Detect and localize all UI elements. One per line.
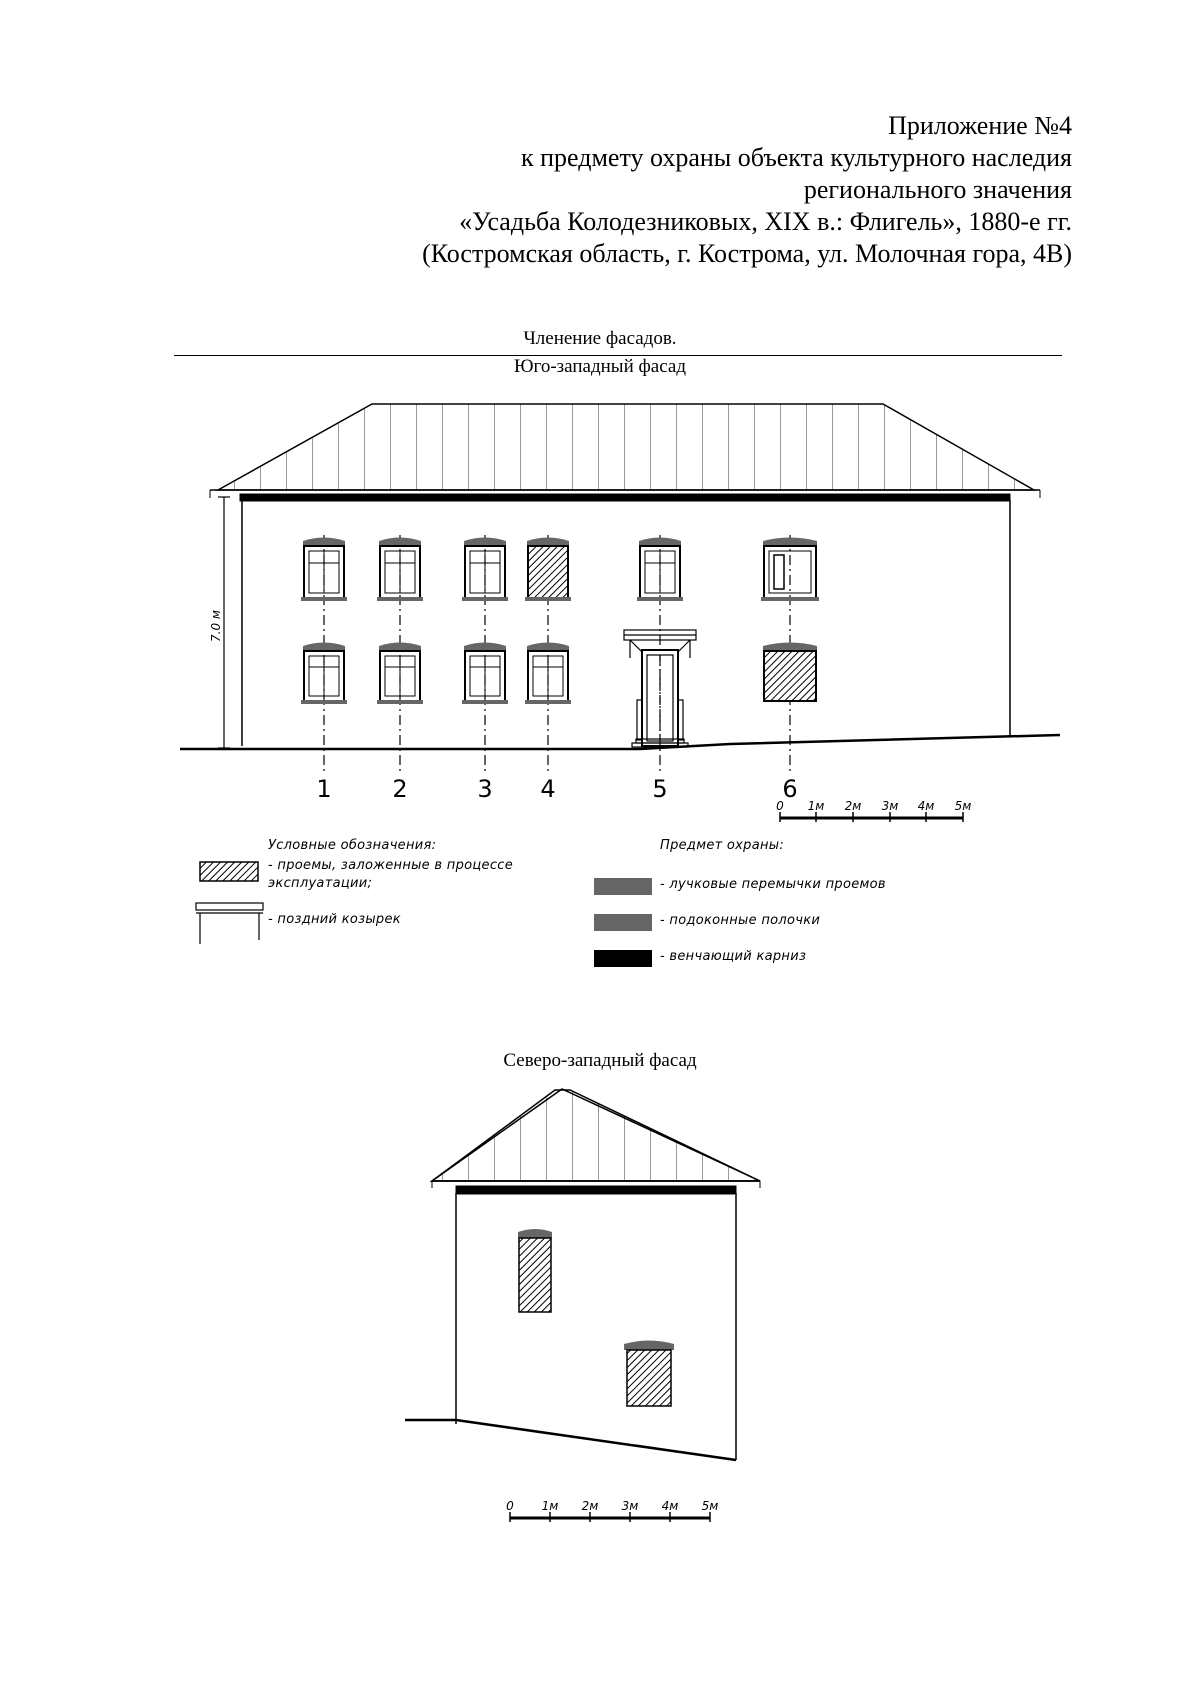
section-title: Членение фасадов.	[523, 328, 677, 349]
window	[637, 538, 683, 602]
window-bricked-up	[624, 1341, 674, 1407]
legend-bricked-up-label: - проемы, заложенные в процессе	[268, 858, 514, 873]
legend-cornice-label: - венчающий карниз	[660, 949, 807, 964]
legend-lintel-swatch	[594, 878, 652, 895]
sw-facade-title: Юго-западный фасад	[514, 356, 686, 377]
window	[301, 643, 347, 705]
header-line-4: «Усадьба Колодезниковых, XIX в.: Флигель», 1880-е гг.	[459, 207, 1072, 236]
window	[377, 643, 423, 705]
legend-hatch-swatch	[200, 862, 258, 881]
nw-roof	[432, 1090, 760, 1181]
scale-label: 2м	[844, 799, 862, 813]
scale-label: 4м	[661, 1499, 679, 1513]
legend-late-canopy-label: - поздний козырек	[268, 912, 401, 927]
window	[525, 643, 571, 705]
sw-windows-upper	[301, 538, 819, 602]
window	[301, 538, 347, 602]
legend-symbols	[196, 862, 652, 967]
nw-cornice	[456, 1186, 736, 1194]
legend-conventions-title: Условные обозначения:	[268, 838, 437, 853]
sw-cornice	[240, 494, 1010, 501]
nw-facade-title: Северо-западный фасад	[503, 1050, 697, 1071]
header-line-5: (Костромская область, г. Кострома, ул. Молочная гора, 4В)	[422, 239, 1072, 268]
sw-scale-bar	[780, 812, 963, 822]
window-bricked-up	[518, 1229, 552, 1312]
scale-label: 0	[776, 799, 784, 813]
legend-sill-swatch	[594, 914, 652, 931]
sw-facade	[180, 404, 1060, 775]
axis-number: 1	[316, 775, 332, 803]
legend-canopy-swatch	[196, 903, 263, 944]
scale-label: 3м	[881, 799, 899, 813]
sw-windows-lower	[301, 643, 817, 705]
sw-ground	[180, 735, 1060, 749]
legend-sills-label: - подоконные полочки	[660, 913, 821, 928]
scale-label: 0	[506, 1499, 514, 1513]
nw-facade	[405, 1089, 760, 1460]
axis-number: 6	[782, 775, 798, 803]
window-bricked-up	[763, 643, 817, 702]
scale-label: 5м	[954, 799, 972, 813]
window	[462, 538, 508, 602]
nw-ground	[405, 1420, 736, 1460]
height-dimension-label: 7.0 м	[209, 610, 223, 642]
window	[377, 538, 423, 602]
window	[462, 643, 508, 705]
axis-numbers	[316, 775, 797, 803]
sw-scale-labels	[776, 799, 971, 813]
header-line-2: к предмету охраны объекта культурного наследия	[520, 143, 1072, 172]
axis-number: 4	[540, 775, 556, 803]
nw-scale-labels	[506, 1499, 718, 1513]
axis-number: 5	[652, 775, 668, 803]
scale-label: 5м	[701, 1499, 719, 1513]
legend-bricked-up-label-cont: эксплуатации;	[268, 876, 373, 891]
nw-scale-bar	[510, 1512, 710, 1522]
scale-label: 4м	[917, 799, 935, 813]
scale-label: 3м	[621, 1499, 639, 1513]
header-line-3: регионального значения	[803, 175, 1072, 204]
scale-label: 2м	[581, 1499, 599, 1513]
entrance-door-canopy	[624, 630, 696, 747]
scale-label: 1м	[541, 1499, 559, 1513]
legend-cornice-swatch	[594, 950, 652, 967]
window-bricked-up	[525, 538, 571, 602]
axis-number: 2	[392, 775, 408, 803]
appendix-number: Приложение №4	[888, 111, 1072, 140]
legend-lintels-label: - лучковые перемычки проемов	[660, 877, 886, 892]
sw-roof	[218, 404, 1034, 490]
scale-label: 1м	[807, 799, 825, 813]
axis-number: 3	[477, 775, 493, 803]
legend-protection-title: Предмет охраны:	[660, 838, 785, 853]
